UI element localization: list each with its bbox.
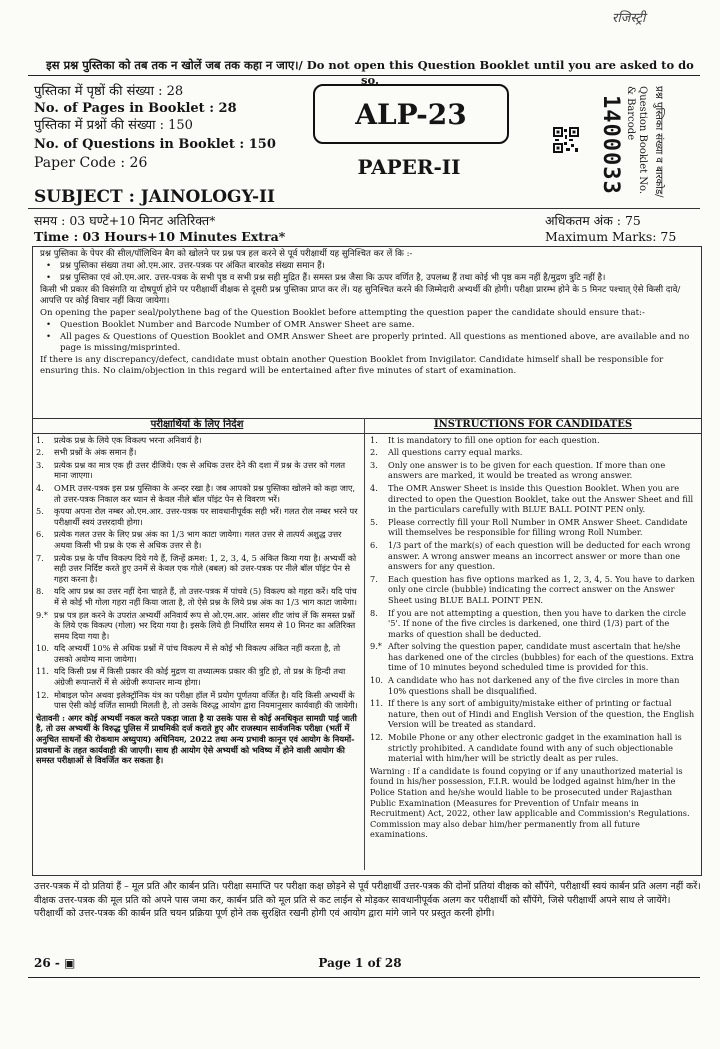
paper-title: PAPER-II — [357, 155, 461, 179]
square-icon: ▣ — [64, 956, 76, 970]
english-instruction-item-number: 7. — [370, 573, 378, 584]
hindi-instruction-item-text: सभी प्रश्नों के अंक समान हैं। — [54, 447, 137, 458]
hindi-instruction-item — [36, 460, 358, 481]
english-instruction-item-text: All questions carry equal marks. — [388, 447, 523, 458]
english-instruction-item-number: 12. — [370, 732, 384, 743]
pre-bullet-1-english: • Question Booklet Number and Barcode Number of OMR Answer Sheet are same. — [40, 320, 695, 331]
english-instruction-item-number: 5. — [370, 516, 378, 527]
english-instruction-item — [370, 517, 696, 538]
divider — [28, 977, 700, 978]
side-label-hindi: प्रश्न पुस्तिका संख्या व बारकोड/ — [653, 86, 664, 198]
english-instruction-item-number: 1. — [370, 434, 378, 445]
hindi-instruction-item — [36, 690, 358, 711]
english-instruction-item-text: After solving the question paper, candidate must ascertain that he/she has darkened one of the circles (bubbles) for each of the questions. Extra time of 10 minutes beyond scheduled time is provided for this. — [388, 641, 694, 673]
hindi-instruction-item — [36, 553, 358, 585]
hindi-instruction-item-text: यदि अभ्यर्थी 10% से अधिक प्रश्नों में पांच विकल्प में से कोई भी विकल्प अंकित नहीं करता है, तो उसको अयोग्य माना जायेगा। — [54, 643, 341, 664]
pre-intro-english: On opening the paper seal/polythene bag of the Question Booklet before attempting the question paper the candidate should ensure that:- — [40, 308, 645, 318]
hindi-instruction-item-number: 9.* — [36, 609, 48, 620]
subject-title: SUBJECT : JAINOLOGY-II — [34, 187, 275, 207]
pre-instructions — [40, 249, 695, 378]
hindi-instruction-item-text: कृपया अपना रोल नम्बर ओ.एम.आर. उत्तर-पत्रक पर सावधानीपूर्वक सही भरें। गलत रोल नम्बर भरने पर परीक्षार्थी स्वयं उत्तरदायी होगा। — [54, 506, 358, 527]
pages-hindi: पुस्तिका में पृष्ठों की संख्या : 28 — [34, 84, 184, 99]
english-instruction-item-number: 2. — [370, 447, 378, 458]
english-instruction-item-number: 6. — [370, 539, 378, 550]
marks-english: Maximum Marks: 75 — [545, 229, 677, 244]
english-instruction-item-text: A candidate who has not darkened any of the five circles in more than 10% questions shall be disqualified. — [388, 675, 680, 696]
hindi-instruction-item-text: प्रत्येक प्रश्न के पाँच विकल्प दिये गये हैं, जिन्हें क्रमश: 1, 2, 3, 4, 5 अंकित किया गया है। अभ्यर्थी को सही उत्तर निर्दिष्ट करते हुए उनमें से केवल एक गोले (बबल) को उत्तर-पत्रक पर नीले बॉल पॉइंट पेन से गहरा करना है। — [54, 552, 357, 584]
english-instruction-item-text: Please correctly fill your Roll Number in OMR Answer Sheet. Candidate will themselves be responsible for filling wrong Roll Number. — [388, 516, 688, 538]
english-instruction-item-text: Mobile Phone or any other electronic gadget in the examination hall is strictly prohibited. A candidate found with any of such objectionable material with him/her will be strictly dealt as per rules. — [388, 732, 682, 764]
english-instruction-item-text: If you are not attempting a question, then you have to darken the circle '5'. If none of the five circles is darkened, one third (1/3) part of the marks of question shall be deducted. — [388, 607, 686, 639]
hindi-instruction-item-number: 5. — [36, 506, 44, 517]
hindi-instruction-item — [36, 643, 358, 664]
english-instruction-item-number: 10. — [370, 675, 384, 686]
english-instruction-item — [370, 447, 696, 458]
hindi-instruction-item-text: यदि किसी प्रश्न में किसी प्रकार की कोई मुद्रण या तथ्यात्मक प्रकार की त्रुटि हो, तो प्रश्न के हिन्दी तथा अंग्रेजी रूपान्तरों में से अंग्रेजी रूपान्तर मान्य होगा। — [54, 666, 346, 688]
hindi-instruction-item — [36, 506, 358, 527]
hindi-instruction-item — [36, 529, 358, 550]
hindi-instruction-item-text: मोबाइल फोन अथवा इलेक्ट्रॉनिक यंत्र का परीक्षा हॉल में प्रयोग पूर्णतया वर्जित है। यदि किसी अभ्यर्थी के पास ऐसी कोई वर्जित सामग्री मिलती है, तो उसके विरुद्ध आयोग द्वारा नियमानुसार कार्यवाही की जायेगी। — [54, 689, 358, 711]
hindi-instruction-item-number: 2. — [36, 447, 44, 458]
hindi-instruction-item — [36, 586, 358, 607]
english-instruction-item — [370, 698, 696, 730]
divider — [28, 208, 700, 209]
paper-code: Paper Code : 26 — [34, 155, 148, 171]
column-divider — [364, 418, 365, 870]
page-code-text: 26 - — [34, 956, 60, 970]
hindi-instruction-item-text: यदि आप प्रश्न का उत्तर नहीं देना चाहते हैं, तो उत्तर-पत्रक में पांचवे (5) विकल्प को गहरा करें। यदि पांच में से कोई भी गोला गहरा नहीं किया जाता है, तो ऐसे प्रश्न के लिये प्रश्न अंक का 1/3 भाग काटा जायेगा। — [54, 586, 357, 607]
hindi-instruction-item-number: 7. — [36, 552, 44, 563]
english-instruction-item-text: 1/3 part of the mark(s) of each question will be deducted for each wrong answer. A wrong answer means an incorrect answer or more than one answers for any question. — [388, 539, 691, 572]
hindi-instruction-item-number: 8. — [36, 586, 44, 597]
hindi-instruction-item-number: 3. — [36, 459, 44, 470]
english-instruction-item — [370, 540, 696, 572]
english-instruction-item-number: 9.* — [370, 641, 382, 652]
english-instructions — [370, 420, 696, 840]
pages-english: No. of Pages in Booklet : 28 — [34, 101, 237, 116]
pre-intro-hindi: प्रश्न पुस्तिका के पेपर की सील/पॉलिथिन बैग को खोलने पर प्रश्न पत्र हल करने से पूर्व परीक्षार्थी यह सुनिश्चित कर लें कि :- — [40, 249, 413, 259]
english-instruction-item — [370, 460, 696, 481]
hindi-instruction-item-text: OMR उत्तर-पत्रक इस प्रश्न पुस्तिका के अन्दर रखा है। जब आपको प्रश्न पुस्तिका खोलने को कहा जाए, तो उत्तर-पत्रक निकाल कर ध्यान से केवल नीले बॉल पॉइंट पेन से विवरण भरें। — [54, 482, 356, 504]
time-english: Time : 03 Hours+10 Minutes Extra* — [34, 229, 286, 244]
english-instruction-item-number: 4. — [370, 482, 378, 493]
hindi-instructions — [36, 420, 358, 766]
english-instruction-item-text: If there is any sort of ambiguity/mistake either of printing or factual nature, then out of Hindi and English Version of the question, the English Version will be treated as standard. — [388, 698, 695, 730]
hindi-instruction-item — [36, 435, 358, 446]
english-instruction-item — [370, 435, 696, 446]
english-instruction-item — [370, 483, 696, 515]
english-instruction-item — [370, 574, 696, 606]
hindi-instruction-item — [36, 610, 358, 642]
pre-para-english: If there is any discrepancy/defect, candidate must obtain another Question Booklet from Invigilator. Candidate himself shall be responsible for ensuring this. No claim/objection in this regard will be entertained after five minutes of start of examination. — [40, 355, 664, 376]
qr-code-icon — [553, 127, 579, 153]
pre-bullet-2-english: • All pages & Questions of Question Booklet and OMR Answer Sheet are properly printed. All questions as mentioned above, are available and no page is missing/misprinted. — [40, 332, 695, 354]
marks-hindi: अधिकतम अंक : 75 — [545, 213, 641, 228]
hindi-instruction-item — [36, 666, 358, 687]
side-label-english-2: & Barcode — [625, 86, 636, 141]
hindi-instruction-item-text: प्रत्येक गलत उत्तर के लिए प्रश्न अंक का 1/3 भाग काटा जायेगा। गलत उत्तर से तात्पर्य अशुद्ध उत्तर अथवा किसी भी प्रश्न के एक से अधिक उत्तर से है। — [54, 529, 342, 550]
english-instruction-item-number: 3. — [370, 459, 378, 470]
hindi-instruction-item-number: 6. — [36, 529, 44, 540]
booklet-number: 1400033 — [598, 95, 623, 195]
hindi-instruction-item — [36, 483, 358, 504]
english-instruction-item-text: It is mandatory to fill one option for each question. — [388, 434, 600, 445]
hindi-instructions-title: परीक्षार्थियों के लिए निर्देश — [150, 419, 244, 430]
exam-code: ALP-23 — [355, 97, 467, 131]
hindi-instruction-item-text: प्रश्न पत्र हल करने के उपरांत अभ्यर्थी अनिवार्य रूप से ओ.एम.आर. आंसर शीट जांच लें कि समस्त प्रश्नों के लिये एक विकल्प (गोला) भर दिया गया है। इसके लिये ही निर्धारित समय से 10 मिनट का अतिरिक्त समय दिया गया है। — [54, 609, 356, 641]
english-instruction-item-text: Only one answer is to be given for each question. If more than one answers are marked, it would be treated as wrong answer. — [388, 459, 666, 481]
hindi-instruction-item-number: 4. — [36, 482, 44, 493]
english-instructions-title: INSTRUCTIONS FOR CANDIDATES — [433, 419, 633, 430]
english-instruction-item — [370, 641, 696, 673]
english-instruction-item-text: The OMR Answer Sheet is inside this Question Booklet. When you are directed to open the Question Booklet, take out the Answer Sheet and fill in the particulars carefully with BLUE BALL POINT PEN only. — [388, 482, 694, 515]
hindi-instruction-item-number: 10. — [36, 643, 50, 654]
english-instruction-item — [370, 732, 696, 764]
pre-bullet-2-hindi: • प्रश्न पुस्तिका एवं ओ.एम.आर. उत्तर-पत्रक के सभी पृष्ठ व सभी प्रश्न सही मुद्रित हैं। समस्त प्रश्न जैसा कि ऊपर वर्णित है, उपलब्ध हैं तथा कोई भी पृष्ठ कम नहीं है/मुद्रण त्रुटि नहीं है। — [40, 273, 695, 284]
pre-bullet-1-hindi: • प्रश्न पुस्तिका संख्या तथा ओ.एम.आर. उत्तर-पत्रक पर अंकित बारकोड संख्या समान हैं। — [40, 261, 695, 272]
hindi-instruction-item-number: 1. — [36, 434, 44, 445]
english-instruction-item-number: 8. — [370, 607, 378, 618]
hindi-instruction-item-number: 12. — [36, 689, 50, 700]
side-label-english-1: Question Booklet No. — [637, 86, 648, 195]
english-warning: Warning : If a candidate is found copying or if any unauthorized material is found in his/her possession, F.I.R. would be lodged against him/her in the Police Station and he/she would liable to be prosecuted under Rajasthan Public Examination (Measures for Prevention of Unfair means in Recruitment) Act, 2022, other law applicable and Commission's Regulations. Commission may also debar him/her permanently from all future examinations. — [370, 765, 690, 840]
hindi-warning: चेतावनी : अगर कोई अभ्यर्थी नकल करते पकड़ा जाता है या उसके पास से कोई अनधिकृत सामग्री पाई जाती है, तो उस अभ्यर्थी के विरुद्ध पुलिस में प्राथमिकी दर्ज कराते हुए और राजस्थान सार्वजनिक परीक्षा (भर्ती में अनुचित साधनों की रोकथाम अध्युपाय) अधिनियम, 2022 तथा अन्य प्रभावी कानून एवं आयोग के नियमों-प्रावधानों के तहत कार्यवाही की जाएगी। साथ ही आयोग ऐसे अभ्यर्थी को भविष्य में होने वाली आयोग की समस्त परीक्षाओं से विवर्जित कर सकता है। — [36, 712, 357, 766]
english-instructions-list — [370, 435, 696, 764]
footer-note: उत्तर-पत्रक में दो प्रतियां हैं – मूल प्रति और कार्बन प्रति। परीक्षा समाप्ति पर परीक्षा कक्ष छोड़ने से पूर्व परीक्षार्थी उत्तर-पत्रक की दोनों प्रतियां वीक्षक को सौंपेंगे, परीक्षार्थी स्वयं कार्बन प्रति अलग नहीं करें। वीक्षक उत्तर-पत्रक की मूल प्रति को अपने पास जमा कर, कार्बन प्रति को मूल प्रति से कट लाईन से मोड़कर सावधानीपूर्वक अलग कर परीक्षार्थी को सौंपेंगे, जिसे परीक्षार्थी अपने साथ ले जायेंगे। परीक्षार्थी को उत्तर-पत्रक की कार्बन प्रति चयन प्रक्रिया पूर्ण होने तक सुरक्षित रखनी होगी एवं आयोग द्वारा मांगे जाने पर प्रस्तुत करनी होगी। — [34, 881, 701, 919]
hindi-instructions-list — [36, 435, 358, 711]
english-instruction-item — [370, 608, 696, 640]
english-instruction-item — [370, 675, 696, 696]
exam-code-box — [313, 84, 509, 144]
page-number: Page 1 of 28 — [318, 956, 402, 970]
hindi-instruction-item-text: प्रत्येक प्रश्न के लिये एक विकल्प भरना अनिवार्य है। — [54, 434, 202, 445]
handwritten-note: रजिस्ट्री — [612, 11, 646, 26]
hindi-instruction-item — [36, 447, 358, 458]
questions-english: No. of Questions in Booklet : 150 — [34, 137, 276, 152]
time-hindi: समय : 03 घण्टे+10 मिनट अतिरिक्त* — [34, 213, 216, 228]
questions-hindi: पुस्तिका में प्रश्नों की संख्या : 150 — [34, 118, 193, 133]
english-instruction-item-number: 11. — [370, 698, 384, 709]
hindi-instruction-item-text: प्रत्येक प्रश्न का मात्र एक ही उत्तर दीजिये। एक से अधिक उत्तर देने की दशा में प्रश्न के उत्तर को गलत माना जाएगा। — [54, 459, 346, 481]
english-instruction-item-text: Each question has five options marked as 1, 2, 3, 4, 5. You have to darken only one circle (bubble) indicating the correct answer on the Answer Sheet using BLUE BALL POINT PEN. — [388, 573, 695, 605]
top-notice: इस प्रश्न पुस्तिका को तब तक न खोलें जब तक कहा न जाए।/ Do not open this Question Booklet until you are asked to do so. — [46, 58, 694, 87]
hindi-instruction-item-number: 11. — [36, 666, 50, 677]
divider — [28, 75, 700, 76]
pre-para-hindi: किसी भी प्रकार की विसंगति या दोषपूर्ण होने पर परीक्षार्थी वीक्षक से दूसरी प्रश्न पुस्तिका प्राप्त कर लें। यह सुनिश्चित करने की जिम्मेदारी अभ्यर्थी की होगी। परीक्षा प्रारम्भ होने के 5 मिनट पश्चात् ऐसे किसी दावे/आपत्ति पर कोई विचार नहीं किया जायेगा। — [40, 285, 681, 306]
